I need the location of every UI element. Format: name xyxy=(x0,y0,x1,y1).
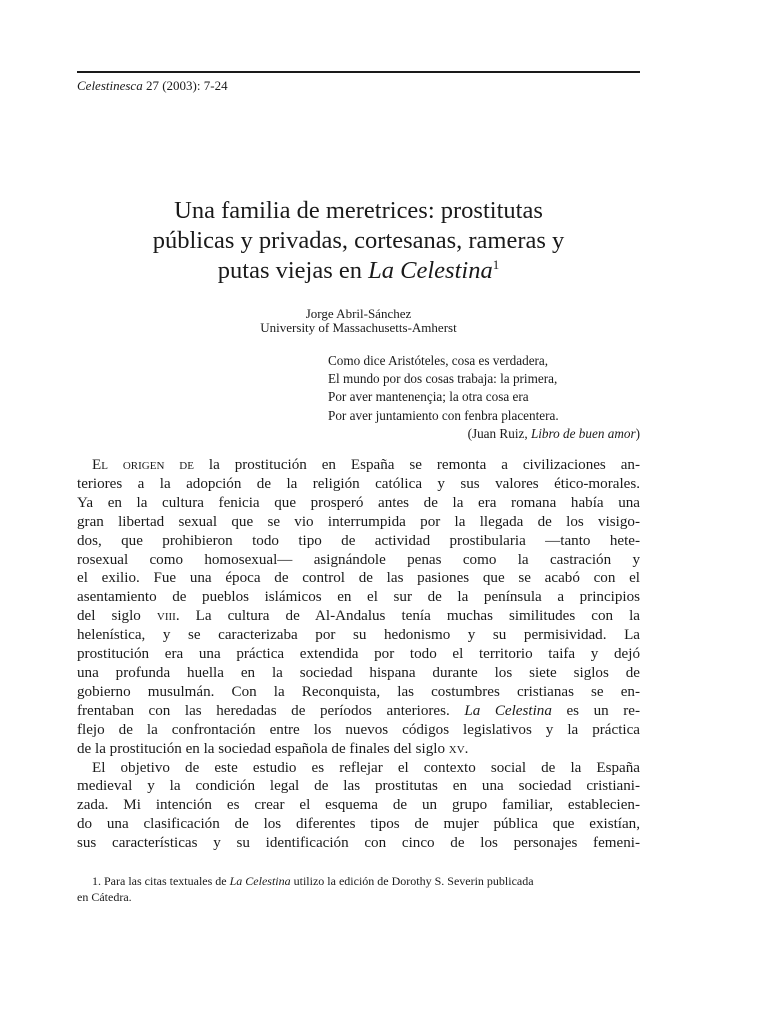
paragraph-lead-in: El origen de xyxy=(92,457,194,473)
paragraph-1-line: prostitución era una práctica extendida por todo el territorio taifa y dejó xyxy=(77,646,640,663)
paragraph-2-line: El objetivo de este estudio es reflejar el contexto social de la España xyxy=(92,759,640,776)
work-title-italic: La Celestina xyxy=(229,874,291,888)
paragraph-1-line: Ya en la cultura fenicia que prosperó antes de la era romana había una xyxy=(77,494,640,511)
attribution-work: Libro de buen amor xyxy=(530,425,636,441)
paragraph-1-line: gobierno musulmán. Con la Reconquista, las costumbres cristianas se en- xyxy=(77,683,640,700)
text-run: utilizo la edición de Dorothy S. Severin publicada xyxy=(290,874,534,888)
text-run: 1. Para las citas textuales de xyxy=(92,874,230,888)
body-text xyxy=(77,456,640,853)
paragraph-1-line: dos, que prohibieron todo tipo de actividad prostibularia —tanto hete- xyxy=(77,532,640,549)
paragraph-1-line: asentamiento de pueblos islámicos en el sur de la península a principios xyxy=(77,589,640,606)
paragraph-2-line: do una clasificación de los diferentes tipos de mujer pública que existían, xyxy=(77,816,640,833)
epigraph-line-1: Como dice Aristóteles, cosa es verdadera, xyxy=(328,353,549,368)
footnote-line-1 xyxy=(77,874,640,890)
text-run: frentaban con las heredadas de períodos anteriores. xyxy=(77,702,465,719)
title-line-1: Una familia de meretrices: prostitutas xyxy=(174,197,543,224)
author-name: Jorge Abril-Sánchez xyxy=(305,306,412,321)
paragraph-2-line: zada. Mi intención es crear el esquema de un grupo familiar, establecien- xyxy=(77,797,640,814)
title-line-2: públicas y privadas, cortesanas, rameras y xyxy=(152,227,565,254)
footnote-line-2: en Cátedra. xyxy=(77,889,132,904)
article-title xyxy=(77,196,640,286)
epigraph-attribution xyxy=(328,425,640,443)
paragraph-1-line: gran libertad sexual que se vio interrumpida por la llegada de los visigo- xyxy=(77,513,640,530)
attribution-suffix: ) xyxy=(635,425,640,441)
epigraph-line-2: El mundo por dos cosas trabaja: la primera, xyxy=(328,371,558,387)
attribution-prefix: (Juan Ruiz, xyxy=(467,425,531,441)
paragraph-1-line: el exilio. Fue una época de control de las pasiones que se acabó con el xyxy=(77,570,640,587)
title-line-3 xyxy=(77,256,640,286)
paragraph-2-line: sus características y su identificación con cinco de los personajes femeni- xyxy=(77,835,640,852)
text-run: de la prostitución en la sociedad española de finales del siglo xyxy=(77,740,449,757)
text-run: . xyxy=(464,740,469,757)
paragraph-1-line: una profunda huella en la sociedad hispana durante los siete siglos de xyxy=(77,664,640,681)
century-numeral: xv xyxy=(448,740,465,757)
paragraph-1-line: teriores a la adopción de la religión católica y sus valores ético-morales. xyxy=(77,475,640,492)
epigraph-line-4: Por aver juntamiento con fenbra placentera. xyxy=(328,407,559,423)
text-run: la prostitución en España se remonta a civilizaciones an- xyxy=(193,457,640,473)
title-work-name: La Celestina xyxy=(368,257,493,284)
author-affiliation: University of Massachusetts-Amherst xyxy=(260,320,457,335)
paragraph-1-line: rosexual como homosexual— asignándole penas como la castración y xyxy=(77,551,640,568)
work-title-italic: La Celestina xyxy=(464,702,552,719)
paragraph-1-line: flejo de la confrontación entre los nuevos códigos legislativos y la práctica xyxy=(77,721,640,738)
journal-name: Celestinesca xyxy=(77,78,143,93)
journal-citation: 27 (2003): 7-24 xyxy=(142,78,228,93)
century-numeral: viii xyxy=(156,608,176,625)
footnote xyxy=(77,874,640,905)
paragraph-1-line: helenística, y se caracterizaba por su hedonismo y su permisividad. La xyxy=(77,627,640,644)
text-run: es un re- xyxy=(551,702,640,719)
text-run: del siglo xyxy=(77,608,157,625)
title-line-3-prefix: putas viejas en xyxy=(217,257,369,284)
title-footnote-marker[interactable]: 1 xyxy=(492,257,500,272)
header-rule xyxy=(77,71,640,73)
paragraph-1-line xyxy=(77,456,640,475)
running-head xyxy=(77,78,228,94)
epigraph xyxy=(328,352,640,443)
paragraph-2-line: medieval y la condición legal de las prostitutas en una sociedad cristiani- xyxy=(77,778,640,795)
paragraph-1-line xyxy=(77,740,640,759)
paragraph-1-line xyxy=(77,702,640,721)
text-run: . La cultura de Al-Andalus tenía muchas similitudes con la xyxy=(175,608,641,625)
paragraph-1-line xyxy=(77,607,640,626)
epigraph-line-3: Por aver mantenençia; la otra cosa era xyxy=(328,389,529,405)
